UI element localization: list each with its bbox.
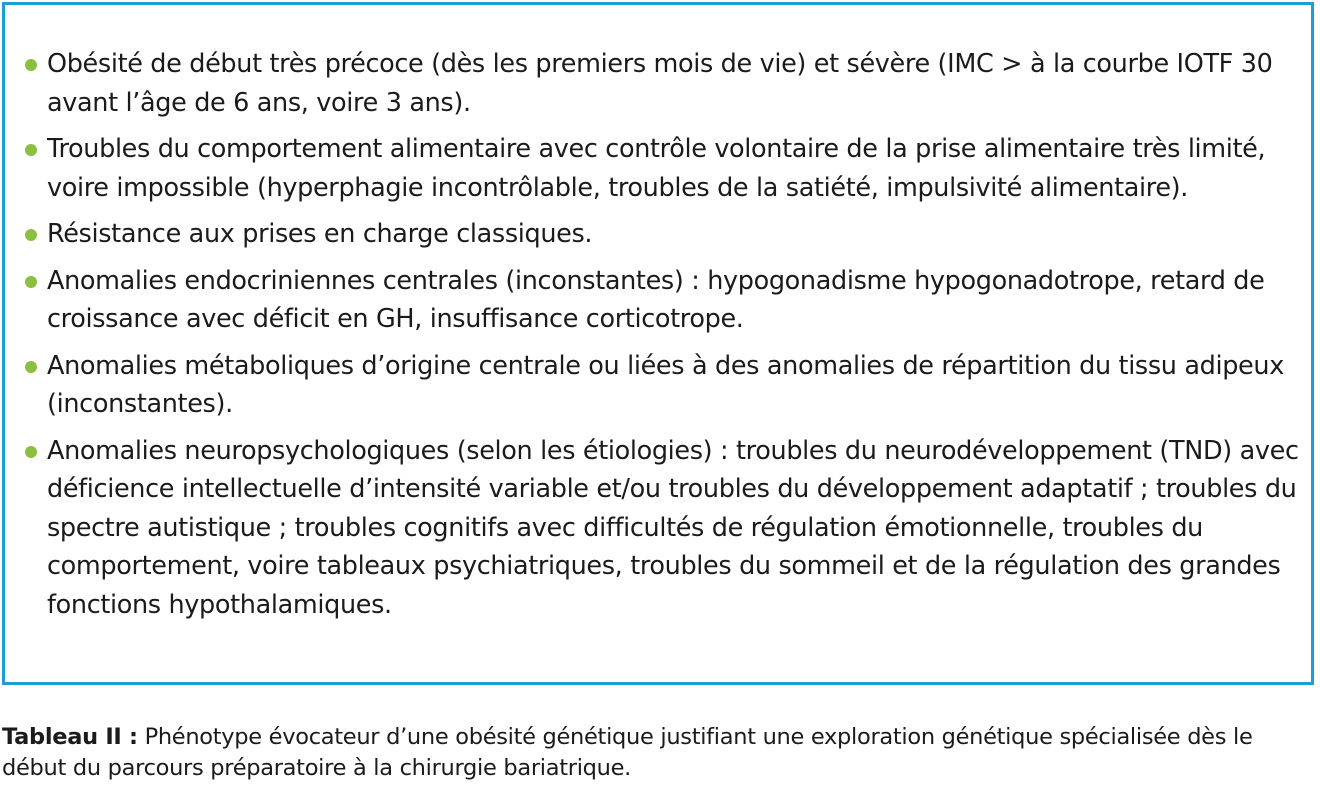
caption-label: Tableau II : — [2, 724, 138, 750]
list-item-text: Anomalies métaboliques d’origine centrale ou liées à des anomalies de répartition du tissu adipeux (inconstantes). — [47, 350, 1284, 419]
list-item-text: Anomalies endocriniennes centrales (inconstantes) : hypogonadisme hypogonadotrope, retard de croissance avec déficit en GH, insuffisance corticotrope. — [47, 265, 1265, 334]
bullet-dot-icon — [25, 276, 37, 288]
list-item-text: Résistance aux prises en charge classiques. — [47, 219, 593, 249]
list-item — [23, 130, 1301, 207]
phenotype-list — [23, 45, 1301, 632]
list-item — [23, 262, 1301, 339]
bullet-dot-icon — [25, 229, 37, 241]
bullet-dot-icon — [25, 59, 37, 71]
list-item — [23, 215, 1301, 254]
bullet-dot-icon — [25, 361, 37, 373]
list-item-text: Troubles du comportement alimentaire avec contrôle volontaire de la prise alimentaire très limité, voire impossible (hyperphagie incontrôlable, troubles de la satiété, impulsivité alimentaire). — [47, 134, 1266, 203]
bullet-dot-icon — [25, 446, 37, 458]
list-item — [23, 347, 1301, 424]
table-frame — [2, 2, 1314, 685]
list-item-text: Anomalies neuropsychologiques (selon les étiologies) : troubles du neurodéveloppement (TND) avec déficience intellectuelle d’intensité variable et/ou troubles du développement adaptatif ; troubles du spectre autistique ; troubles cognitifs avec difficultés de régulation émotionnelle, troubles du comportement, voire tableaux psychiatriques, troubles du sommeil et de la régulation des grandes fonctions hypothalamiques. — [47, 435, 1299, 620]
list-item-text: Obésité de début très précoce (dès les premiers mois de vie) et sévère (IMC > à la courbe IOTF 30 avant l’âge de 6 ans, voire 3 ans). — [47, 49, 1273, 118]
caption-text: Phénotype évocateur d’une obésité génétique justifiant une exploration génétique spécialisée dès le début du parcours préparatoire à la chirurgie bariatrique. — [2, 724, 1253, 781]
bullet-dot-icon — [25, 144, 37, 156]
table-caption — [2, 722, 1318, 784]
list-item — [23, 432, 1301, 625]
list-item — [23, 45, 1301, 122]
